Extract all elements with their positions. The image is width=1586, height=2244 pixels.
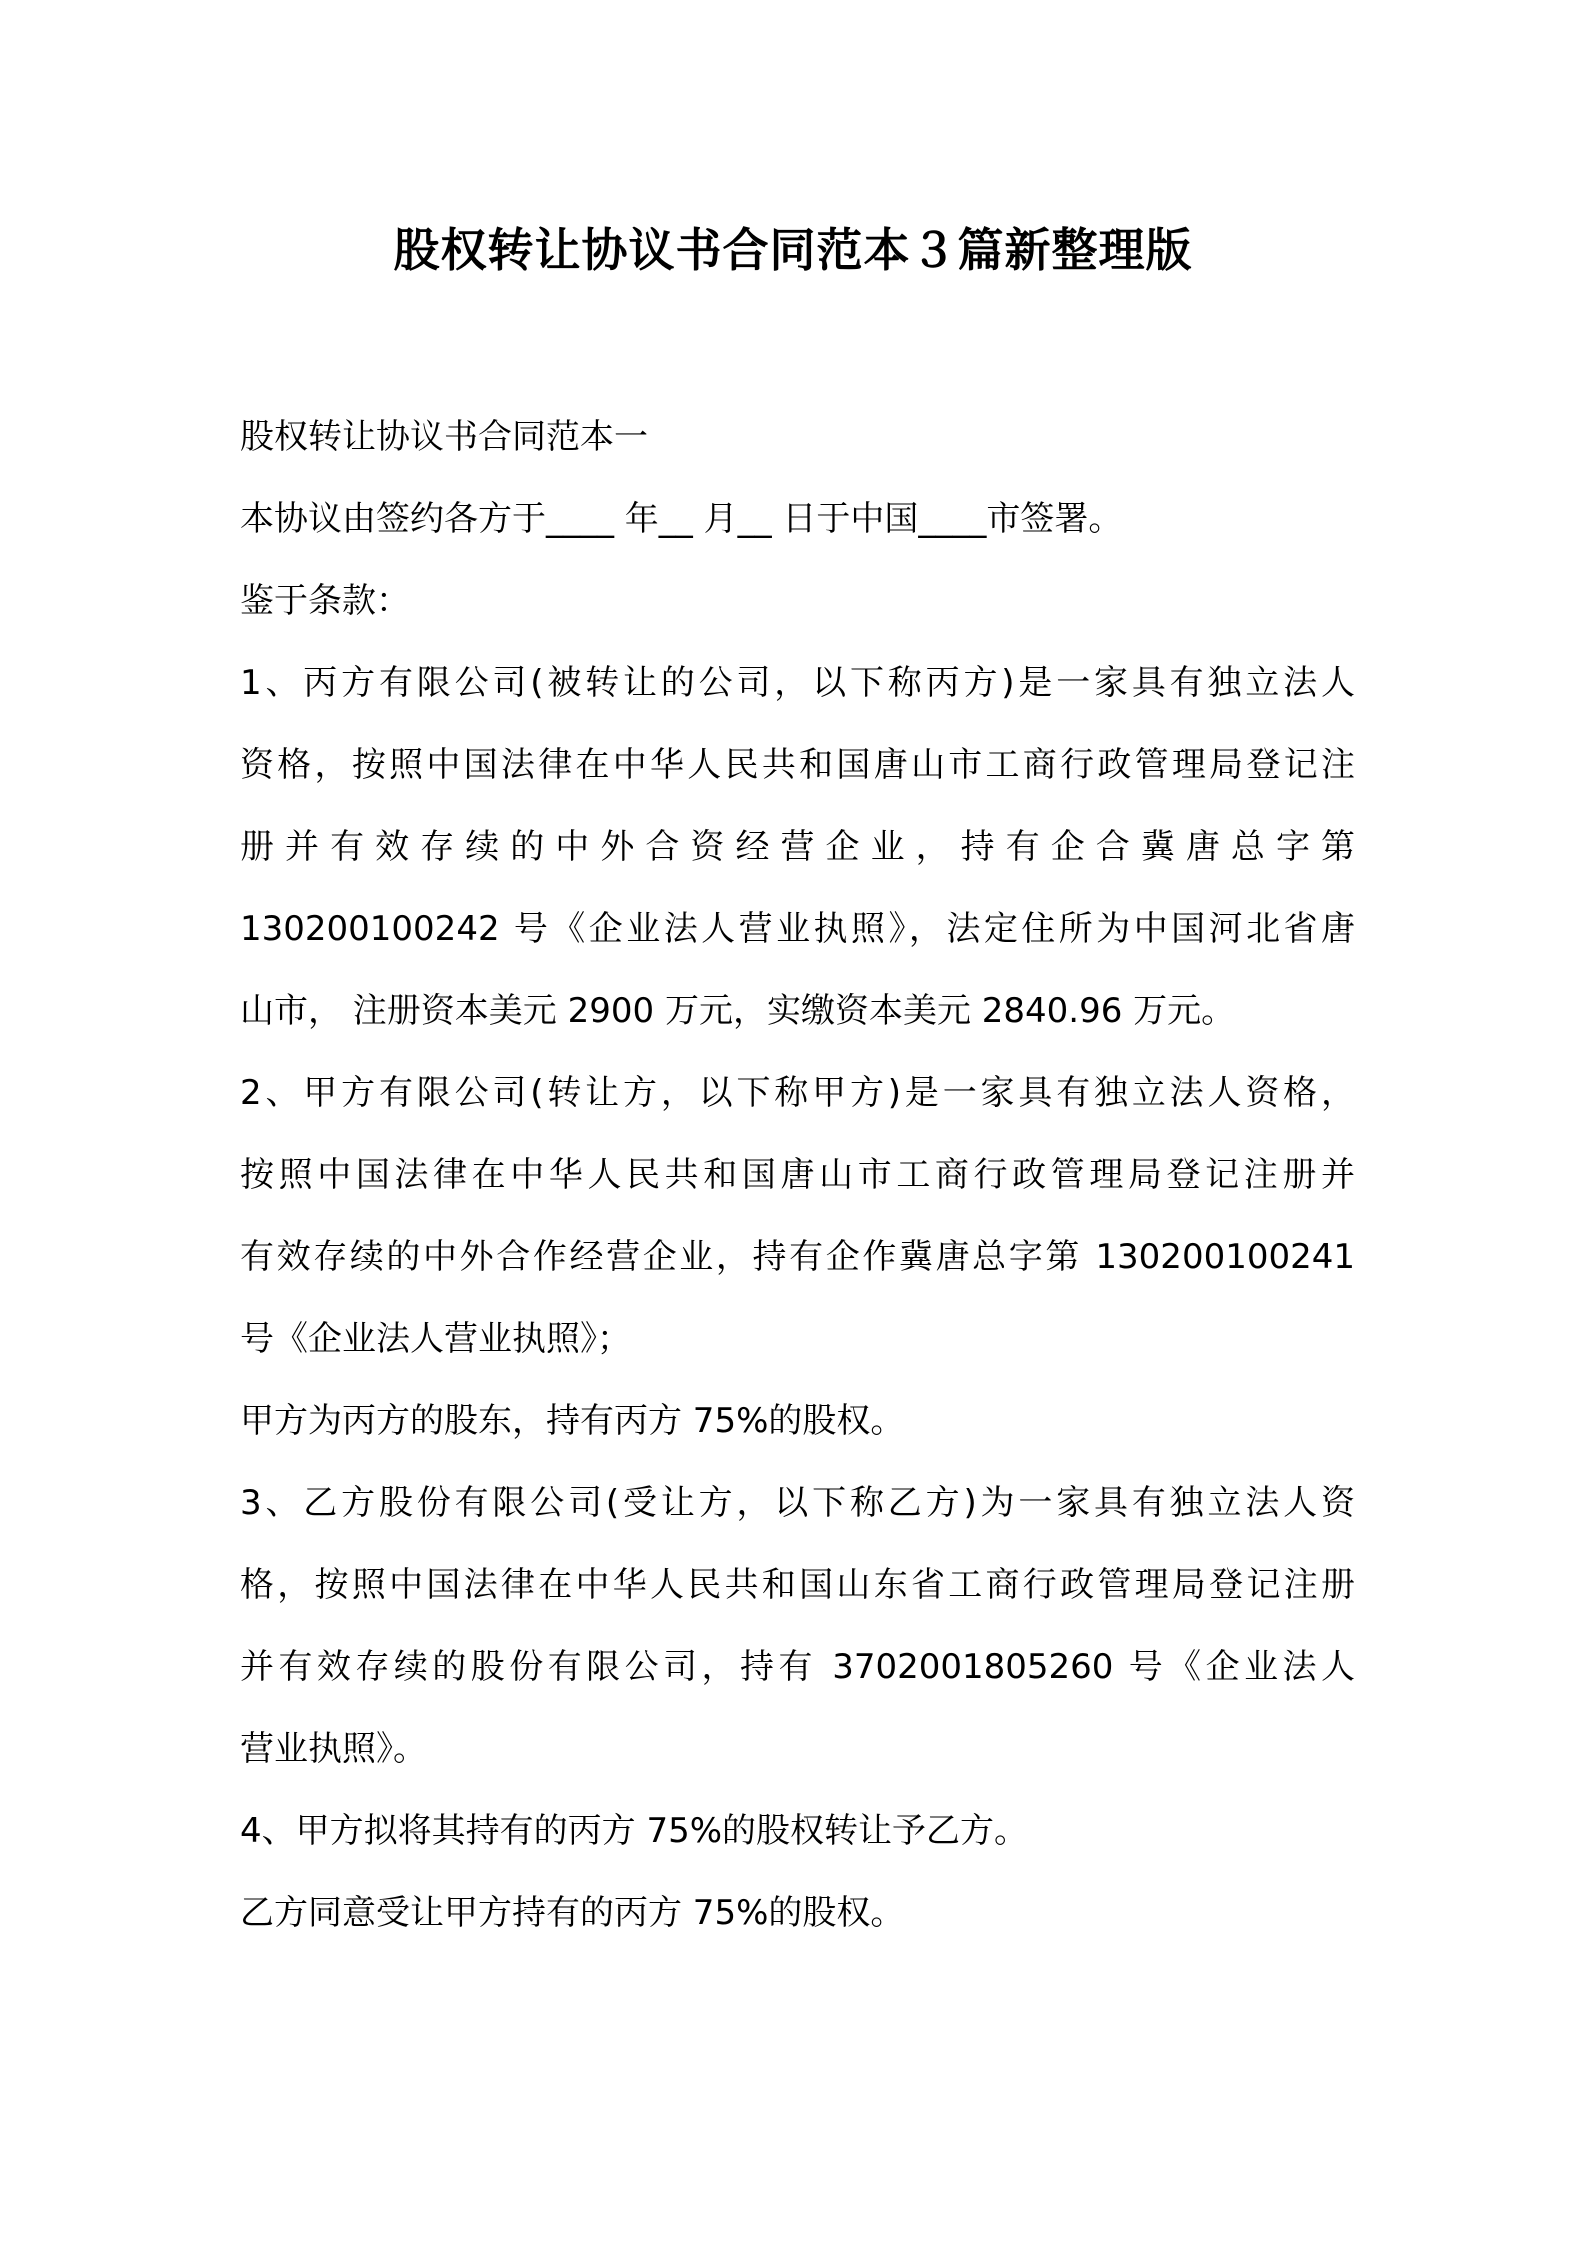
paragraph-line: 按照中国法律在中华人民共和国唐山市工商行政管理局登记注册并 [240, 1155, 1355, 1195]
section-heading: 股权转让协议书合同范本一 [240, 417, 648, 457]
paragraph-line: 并有效存续的股份有限公司，持有 3702001805260 号《企业法人 [240, 1647, 1355, 1687]
paragraph-line: 号《企业法人营业执照》； [240, 1319, 631, 1359]
paragraph-line: 格，按照中国法律在中华人民共和国山东省工商行政管理局登记注册 [240, 1565, 1355, 1605]
document-title: 股权转让协议书合同范本３篇新整理版 [393, 223, 1193, 277]
paragraph-line: 资格，按照中国法律在中华人民共和国唐山市工商行政管理局登记注 [240, 745, 1355, 785]
paragraph-line: 营业执照》。 [240, 1729, 427, 1769]
paragraph-line: 130200100242 号《企业法人营业执照》，法定住所为中国河北省唐 [240, 909, 1355, 949]
paragraph-line: 乙方同意受让甲方持有的丙方 75%的股权。 [240, 1893, 905, 1933]
paragraph-line: 册并有效存续的中外合资经营企业，持有企合冀唐总字第 [240, 827, 1355, 867]
paragraph-line: 有效存续的中外合作经营企业，持有企作冀唐总字第 130200100241 [240, 1237, 1355, 1277]
paragraph-line: 甲方为丙方的股东，持有丙方 75%的股权。 [240, 1401, 905, 1441]
paragraph-line: 2、甲方有限公司(转让方，以下称甲方)是一家具有独立法人资格， [240, 1073, 1355, 1113]
paragraph-line: 1、丙方有限公司(被转让的公司，以下称丙方)是一家具有独立法人 [240, 663, 1355, 703]
paragraph-line: 山市， 注册资本美元 2900 万元，实缴资本美元 2840.96 万元。 [240, 991, 1236, 1031]
paragraph-line: 鉴于条款： [240, 581, 410, 621]
paragraph-line: 3、乙方股份有限公司(受让方，以下称乙方)为一家具有独立法人资 [240, 1483, 1355, 1523]
paragraph-line: 本协议由签约各方于____ 年__ 月__ 日于中国____市签署。 [240, 499, 1123, 539]
paragraph-line: 4、甲方拟将其持有的丙方 75%的股权转让予乙方。 [240, 1811, 1029, 1851]
document-body [240, 396, 1355, 1954]
